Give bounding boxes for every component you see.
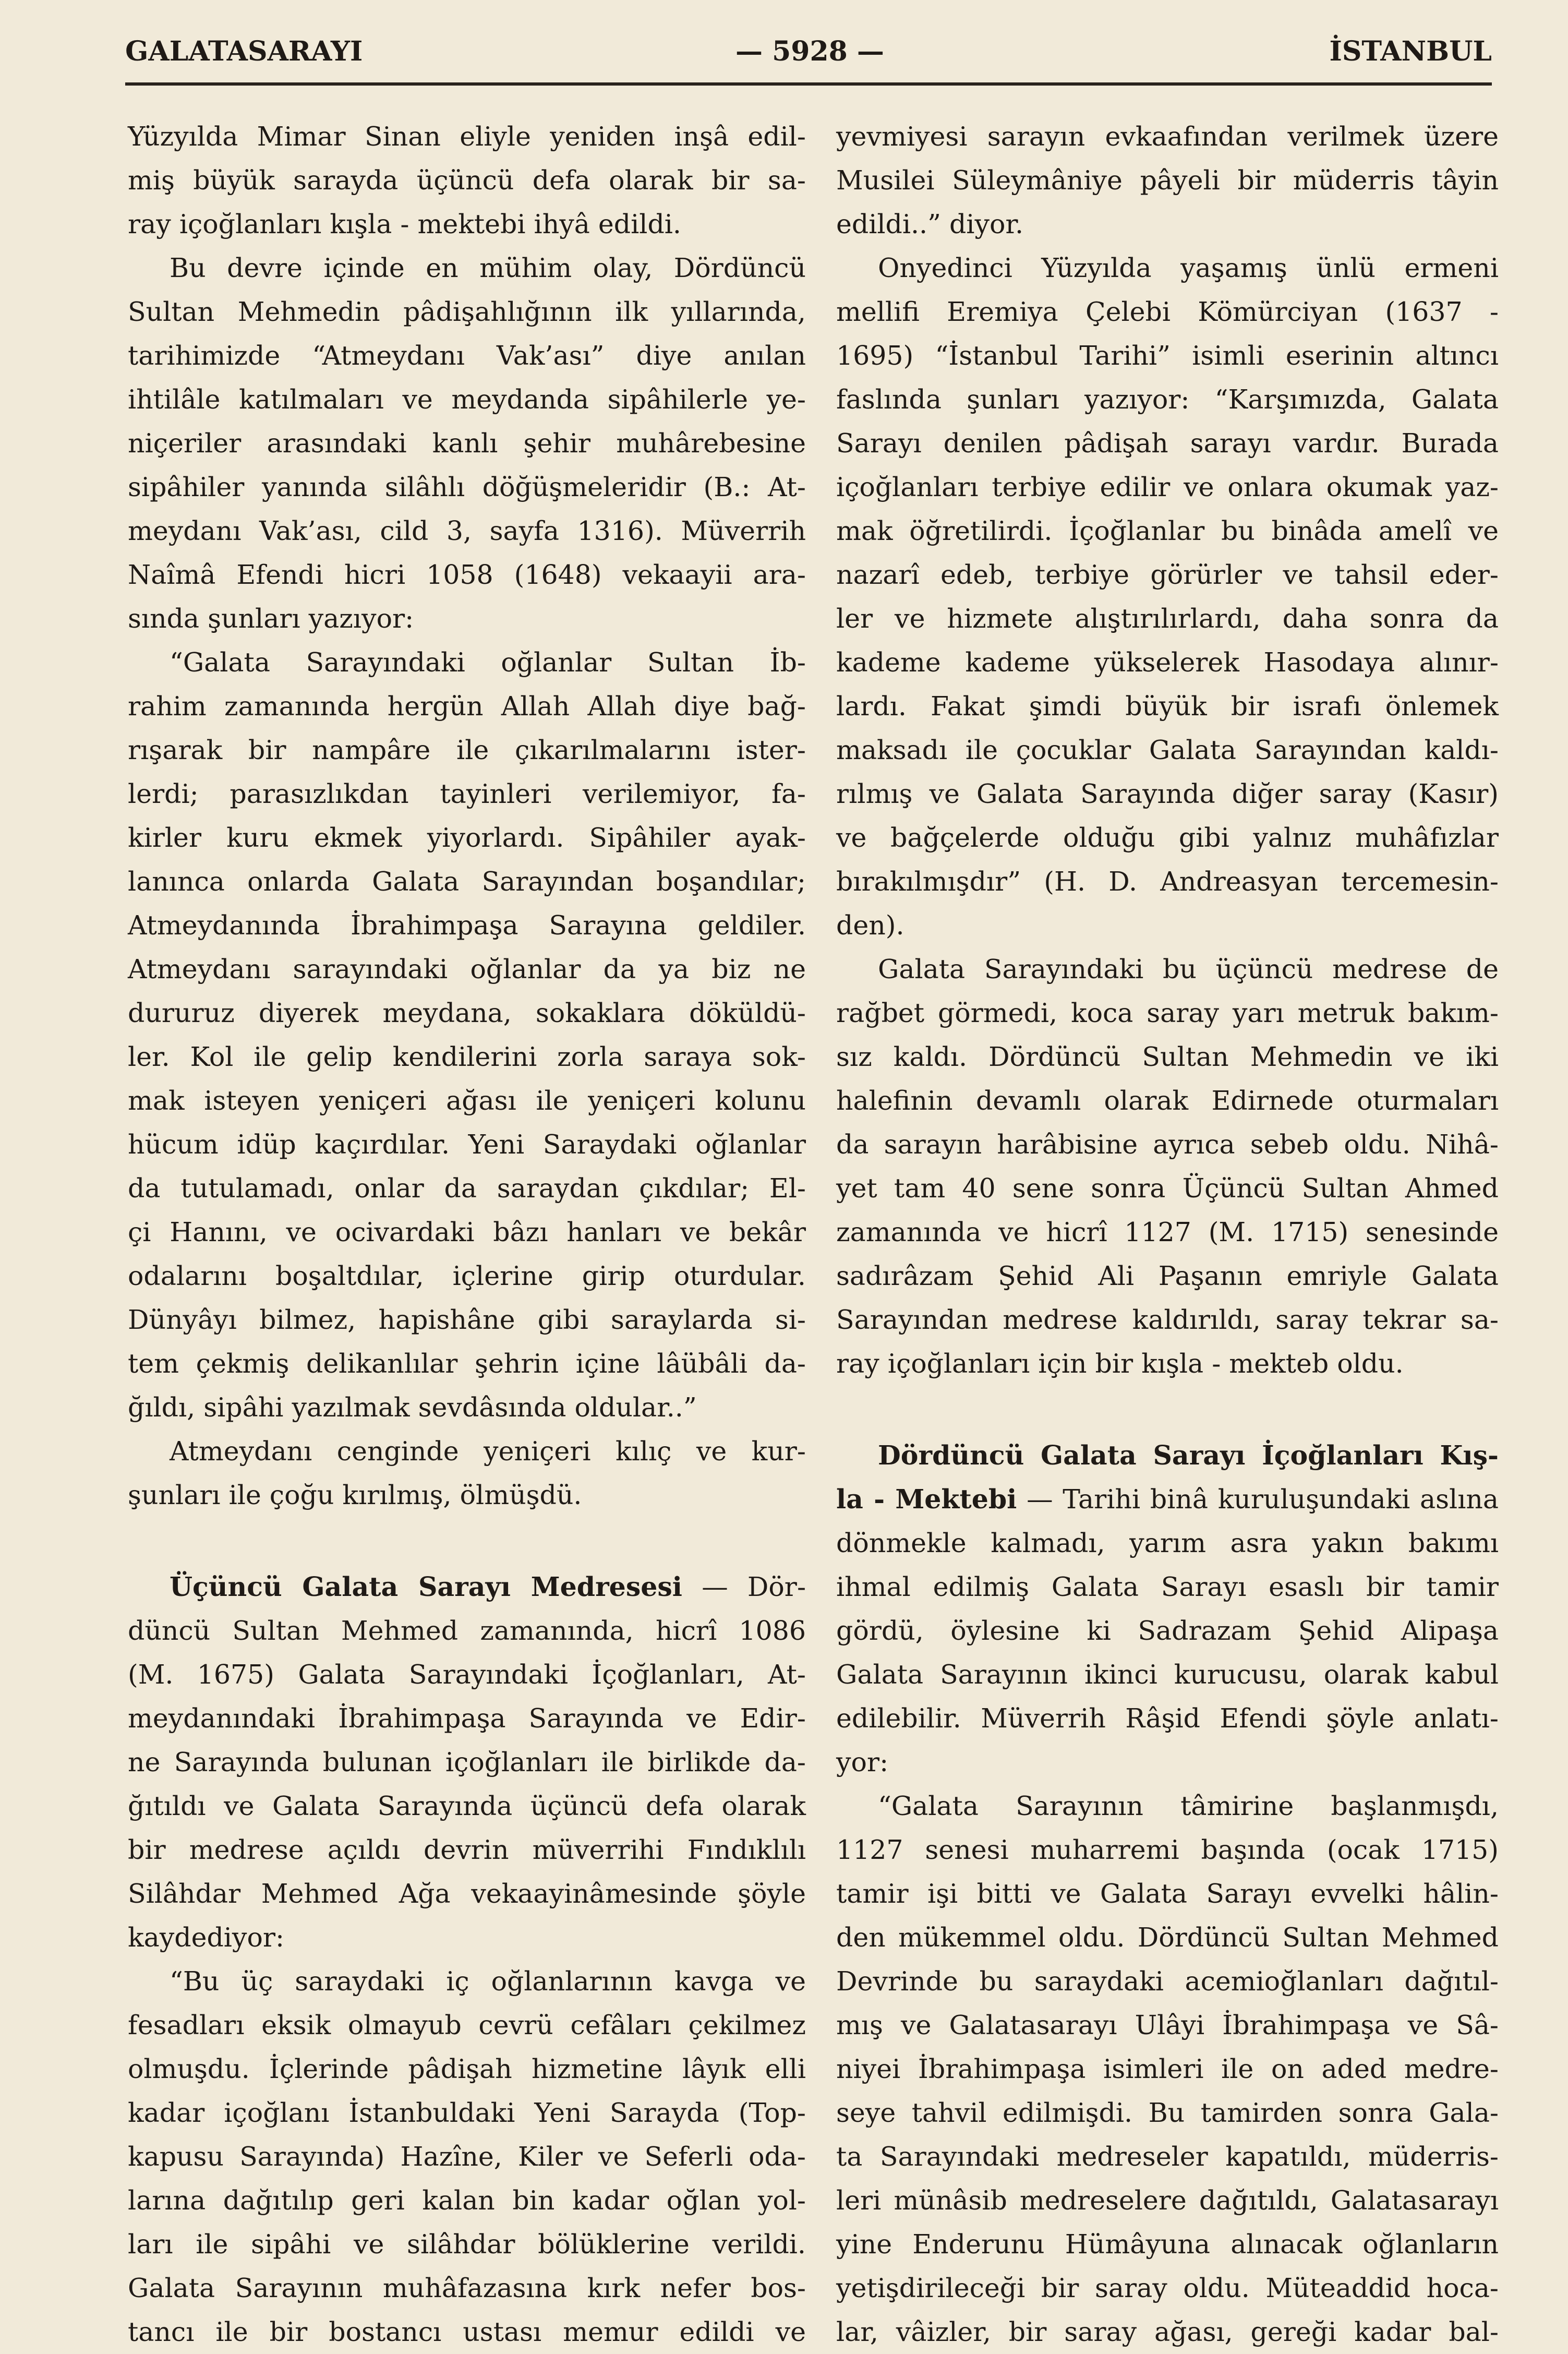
text-line: “Galata Sarayının tâmirine başlanmışdı, [878,1791,1499,1821]
text-line: yetişdirileceği bir saray oldu. Müteaddid hoca- [836,2273,1499,2303]
page-number: — 5928 — [735,35,884,67]
text-line: den mükemmel oldu. Dördüncü Sultan Mehmed [836,1922,1499,1953]
text-line: Musilei Süleymâniye pâyeli bir müderris tâyin [836,165,1499,196]
text-line: “Galata Sarayındaki oğlanlar Sultan İb- [170,647,806,678]
text-line: Bu devre içinde en mühim olay, Dördüncü [170,253,806,283]
text-line: içoğlanları terbiye edilir ve onlara okumak yaz- [836,472,1499,502]
header-rule [125,82,1492,86]
text-line: Atmeydanında İbrahimpaşa Sarayına geldiler. [128,910,806,941]
text-line: Sultan Mehmedin pâdişahlığının ilk yıllarında, [128,296,806,327]
text-line: Galata Sarayının muhâfazasına kırk nefer bos- [128,2273,806,2303]
section-heading: la - Mektebi [836,1484,1017,1515]
text-line: ihtilâle katılmaları ve meydanda sipâhilerle ye- [128,384,806,415]
text-line: meydanındaki İbrahimpaşa Sarayında ve Edir- [128,1703,806,1734]
text-line: faslında şunları yazıyor: “Karşımızda, Galata [836,384,1499,415]
text-line: ray içoğlanları için bir kışla - mekteb oldu. [836,1348,1404,1379]
text-line: seye tahvil edilmişdi. Bu tamirden sonra Gala- [836,2097,1499,2128]
text-line: Naîmâ Efendi hicri 1058 (1648) vekaayii ara- [128,559,806,590]
text-line: ta Sarayındaki medreseler kapatıldı, müderris- [836,2141,1499,2172]
text-line: zamanında ve hicrî 1127 (M. 1715) senesinde [836,1217,1499,1247]
text-line: nazarî edeb, terbiye görürler ve tahsil eder- [836,559,1499,590]
text-line: Galata Sarayındaki bu üçüncü medrese de [878,954,1499,984]
section-gap [836,1386,1499,1434]
text-line: Yüzyılda Mimar Sinan eliyle yeniden inşâ edil- [128,121,806,152]
text-line: leri münâsib medreselere dağıtıldı, Galatasarayı [836,2185,1499,2216]
text-line: sadırâzam Şehid Ali Paşanın emriyle Galata [836,1260,1499,1291]
text-line: ne Sarayında bulunan içoğlanları ile birlikde da- [128,1747,806,1777]
text-line: ler. Kol ile gelip kendilerini zorla saraya sok- [128,1041,806,1072]
text-line: kademe kademe yükselerek Hasodaya alınır- [836,647,1499,678]
text-line: larına dağıtılıp geri kalan bin kadar oğlan yol- [128,2185,806,2216]
text-line: kirler kuru ekmek yiyorlardı. Sipâhiler ayak- [128,822,806,853]
text-line: lardı. Fakat şimdi büyük bir israfı önlemek [836,691,1499,722]
text-line: kaydediyor: [128,1922,285,1953]
text-line: mellifi Eremiya Çelebi Kömürciyan (1637 - [836,296,1499,327]
text-line: olmuşdu. İçlerinde pâdişah hizmetine lâyık elli [128,2053,806,2084]
text-line: rılmış ve Galata Sarayında diğer saray (Kasır) [836,778,1499,809]
text-line: tarihimizde “Atmeydanı Vak’ası” diye anılan [128,340,806,371]
text-line: sında şunları yazıyor: [128,603,414,634]
header-title: GALATASARAYI [125,35,363,67]
text-line: “Bu üç saraydaki iç oğlanlarının kavga ve [170,1966,806,1997]
text-line: da tutulamadı, onlar da saraydan çıkdılar; El- [128,1173,806,1204]
text-line: bırakılmışdır” (H. D. Andreasyan tercemesin- [836,866,1499,897]
text-line: Dünyâyı bilmez, hapishâne gibi saraylarda si- [128,1304,806,1335]
text-line: gördü, öylesine ki Sadrazam Şehid Alipaşa [836,1615,1499,1646]
text-line: Galata Sarayının ikinci kurucusu, olarak kabul [836,1659,1499,1690]
text-line: Üçüncü Galata Sarayı Medresesi — Dör- [170,1571,806,1602]
text-line: edildi..” diyor. [836,209,1024,239]
right-column [836,115,1499,2354]
text-line: fesadları eksik olmayub cevrü cefâları çekilmez [128,2010,806,2040]
text-line: rağbet görmedi, koca saray yarı metruk bakım- [836,998,1499,1028]
text-line: ğıldı, sipâhi yazılmak sevdâsında oldular..” [128,1392,697,1423]
text-line: yevmiyesi sarayın evkaafından verilmek üzere [836,121,1499,152]
text-line: lar, vâizler, bir saray ağası, gereği kadar bal- [836,2316,1499,2347]
text-line: yet tam 40 sene sonra Üçüncü Sultan Ahmed [836,1173,1499,1204]
text-line: mak isteyen yeniçeri ağası ile yeniçeri kolunu [128,1085,806,1116]
text-line: lerdi; parasızlıkdan tayinleri verilemiyor, fa- [128,778,806,809]
text-line: Atmeydanı sarayındaki oğlanlar da ya biz ne [128,954,806,984]
text-line: dururuz diyerek meydana, sokaklara döküldü- [128,998,806,1028]
text-line: ler ve hizmete alıştırılırlardı, daha sonra da [836,603,1499,634]
text-line: ve bağçelerde olduğu gibi yalnız muhâfızlar [836,822,1499,853]
text-line: kadar içoğlanı İstanbuldaki Yeni Sarayda (Top- [128,2097,806,2128]
text-line: tancı ile bir bostancı ustası memur edildi ve [128,2316,806,2347]
header-city: İSTANBUL [1329,35,1492,67]
text-line: edilebilir. Müverrih Râşid Efendi şöyle anlatı- [836,1703,1499,1734]
text-line: Sarayından medrese kaldırıldı, saray tekrar sa- [836,1304,1499,1335]
text-line: mış ve Galatasarayı Ulâyi İbrahimpaşa ve Sâ- [836,2010,1499,2040]
text-line: maksadı ile çocuklar Galata Sarayından kaldı- [836,735,1499,765]
text-line: niyei İbrahimpaşa isimleri ile on aded medre- [836,2053,1499,2084]
text-line: Atmeydanı cenginde yeniçeri kılıç ve kur- [170,1436,806,1467]
text-line: yine Enderunu Hümâyuna alınacak oğlanların [836,2229,1499,2260]
text-line: miş büyük sarayda üçüncü defa olarak bir sa- [128,165,806,196]
text-line: rahim zamanında hergün Allah Allah diye bağ- [128,691,806,722]
text-line: meydanı Vak’ası, cild 3, sayfa 1316). Müverrih [128,515,806,546]
text-line: odalarını boşaltdılar, içlerine girip oturdular. [128,1260,806,1291]
text-line: sipâhiler yanında silâhlı döğüşmeleridir (B.: At- [128,472,806,502]
text-line: 1695) “İstanbul Tarihi” isimli eserinin altıncı [836,340,1499,371]
text-line: kapusu Sarayında) Hazîne, Kiler ve Seferli oda- [128,2141,806,2172]
text-line: 1127 senesi muharremi başında (ocak 1715) [836,1834,1499,1865]
text-line: ları ile sipâhi ve silâhdar bölüklerine verildi. [128,2229,806,2260]
text-line: Sarayı denilen pâdişah sarayı vardır. Burada [836,428,1499,459]
text-line: rışarak bir nampâre ile çıkarılmalarını ister- [128,735,806,765]
text-line: şunları ile çoğu kırılmış, ölmüşdü. [128,1480,582,1510]
text-line: Devrinde bu saraydaki acemioğlanları dağıtıl- [836,1966,1499,1997]
text-line: Silâhdar Mehmed Ağa vekaayinâmesinde şöyle [128,1878,806,1909]
text-line: lanınca onlarda Galata Sarayından boşandılar; [128,866,806,897]
text-line: dönmekle kalmadı, yarım asra yakın bakımı [836,1528,1499,1558]
running-header [125,35,1492,72]
text-line: (M. 1675) Galata Sarayındaki İçoğlanları, At- [128,1659,806,1690]
section-heading: Üçüncü Galata Sarayı Medresesi [170,1571,682,1602]
text-line: Dördüncü Galata Sarayı İçoğlanları Kış- [878,1440,1499,1471]
text-line: ray içoğlanları kışla - mektebi ihyâ edildi. [128,209,681,239]
text-line: ğıtıldı ve Galata Sarayında üçüncü defa olarak [128,1791,806,1821]
text-line: düncü Sultan Mehmed zamanında, hicrî 1086 [128,1615,806,1646]
text-line: tem çekmiş delikanlılar şehrin içine lâübâli da- [128,1348,806,1379]
text-line: den). [836,910,904,941]
text-line: tamir işi bitti ve Galata Sarayı evvelki hâlin- [836,1878,1499,1909]
text-line: mak öğretilirdi. İçoğlanlar bu binâda amelî ve [836,515,1499,546]
text-line: da sarayın harâbisine ayrıca sebeb oldu. Nihâ- [836,1129,1499,1160]
text-line: niçeriler arasındaki kanlı şehir muhârebesine [128,428,806,459]
text-line: la - Mektebi — Tarihi binâ kuruluşundaki aslına [836,1484,1499,1515]
text-line: halefinin devamlı olarak Edirnede oturmaları [836,1085,1499,1116]
text-line: ihmal edilmiş Galata Sarayı esaslı bir tamir [836,1571,1499,1602]
section-gap [128,1517,806,1565]
text-line: hücum idüp kaçırdılar. Yeni Saraydaki oğlanlar [128,1129,806,1160]
text-line: Onyedinci Yüzyılda yaşamış ünlü ermeni [878,253,1499,283]
left-column [128,115,806,2354]
text-line: sız kaldı. Dördüncü Sultan Mehmedin ve iki [836,1041,1499,1072]
text-line: yor: [836,1747,889,1777]
text-line: bir medrese açıldı devrin müverrihi Fındıklılı [128,1834,806,1865]
text-line: çi Hanını, ve ocivardaki bâzı hanları ve bekâr [128,1217,806,1247]
